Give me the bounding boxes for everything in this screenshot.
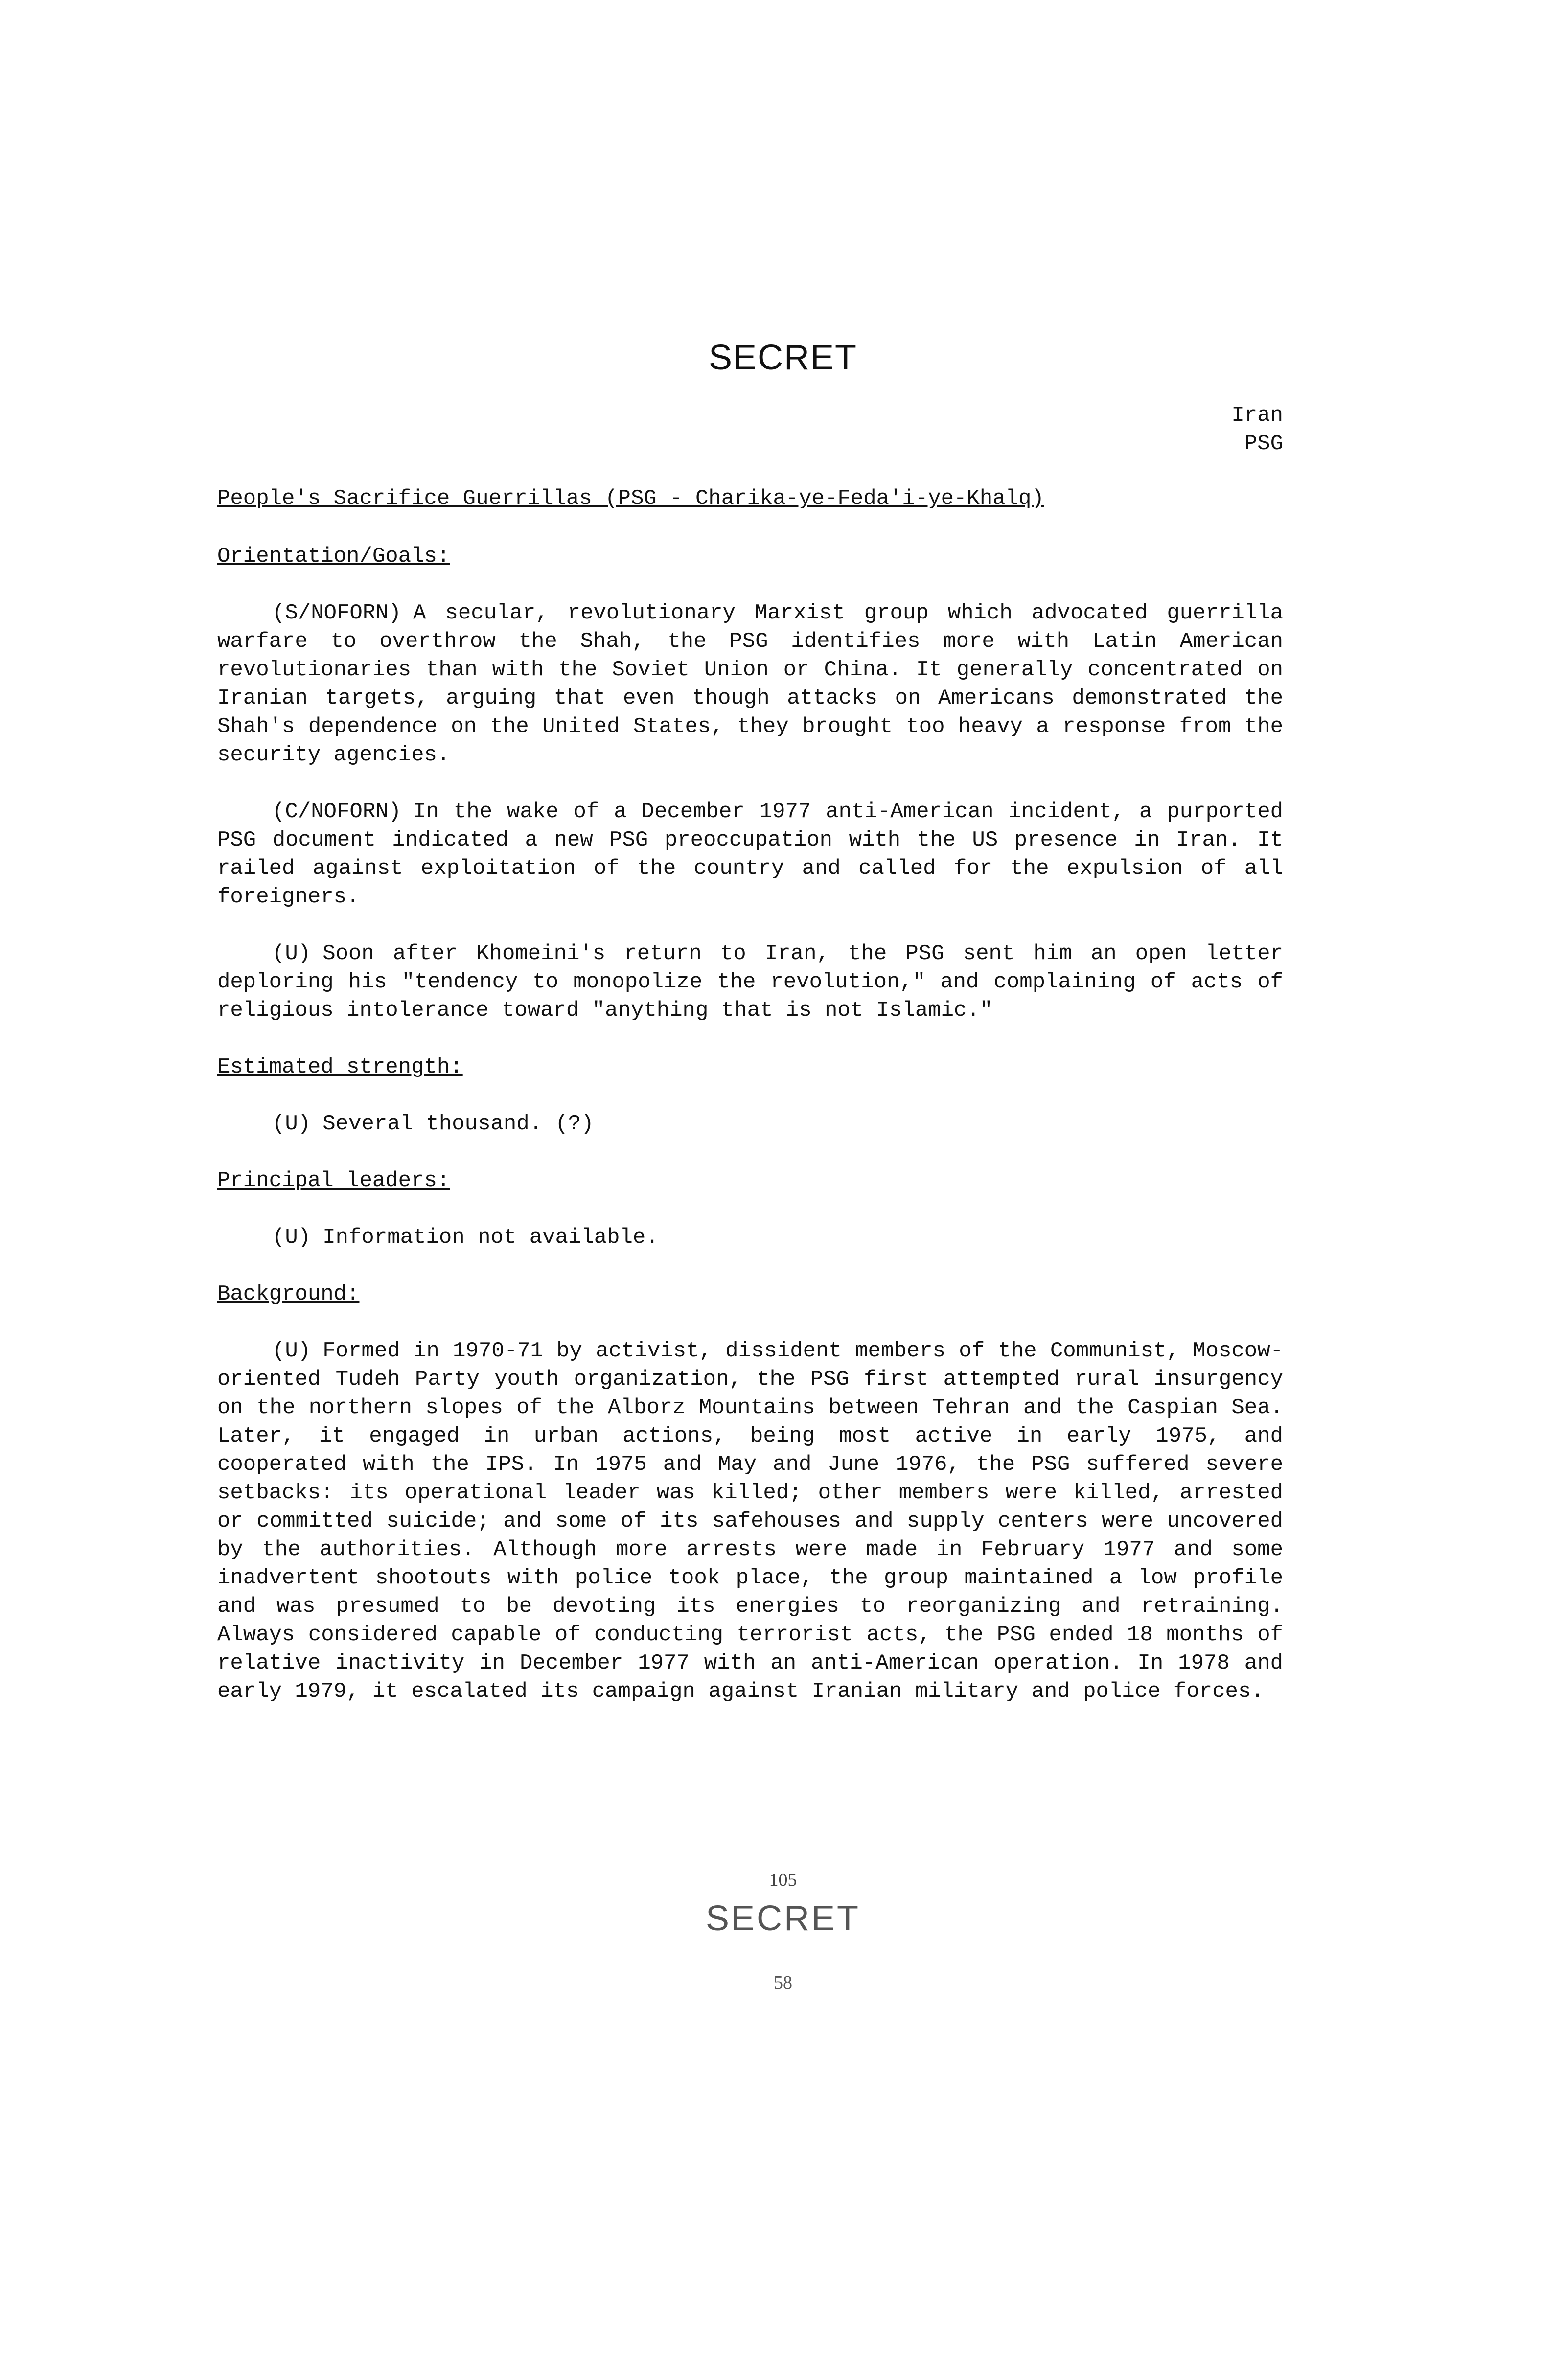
document-body xyxy=(217,484,1283,1734)
orientation-paragraph-2 xyxy=(217,798,1283,911)
classification-marking: (U) xyxy=(272,941,311,966)
strength-line xyxy=(217,1110,1283,1138)
sheet-number: 58 xyxy=(774,1972,792,1993)
strength-text: Several thousand. (?) xyxy=(322,1112,594,1136)
page-number: 105 xyxy=(769,1870,797,1890)
classification-marking: (U) xyxy=(272,1112,311,1136)
group-title: People's Sacrifice Guerrillas (PSG - Charika-ye-Feda'i-ye-Khalq) xyxy=(217,486,1044,511)
leaders-line xyxy=(217,1223,1283,1252)
orientation-paragraph-3 xyxy=(217,939,1283,1025)
background-heading: Background: xyxy=(217,1282,360,1306)
country-label: Iran xyxy=(1231,403,1283,428)
group-code-label: PSG xyxy=(1244,432,1283,456)
orientation-heading: Orientation/Goals: xyxy=(217,544,450,569)
paragraph-text: Formed in 1970-71 by activist, dissident members of the Communist, Moscow-oriented Tudeh Party youth organization, the PSG first attempted rural insurgency on the northern slopes of the Alborz Mountains between Tehran and the Caspian Sea. Later, it engaged in urban actions, being most active in early 1975, and cooperated with the IPS. In 1975 and May and June 1976, the PSG suffered severe setbacks: its operational leader was killed; other members were killed, arrested or committed suicide; and some of its safehouses and supply centers were uncovered by the authorities. Although more arrests were made in February 1977 and some inadvertent shootouts with police took place, the group maintained a low profile and was presumed to be devoting its energies to reorganizing and retraining. Always considered capable of conducting terrorist acts, the PSG ended 18 months of relative inactivity in December 1977 with an anti-American operation. In 1978 and early 1979, it escalated its campaign against Iranian military and police forces. xyxy=(217,1339,1283,1704)
country-tag xyxy=(1231,401,1283,458)
leaders-heading: Principal leaders: xyxy=(217,1168,450,1193)
leaders-text: Information not available. xyxy=(322,1225,659,1250)
classification-marking: (S/NOFORN) xyxy=(272,601,402,625)
paragraph-text: Soon after Khomeini's return to Iran, the PSG sent him an open letter deploring his "tendency to monopolize the revolution," and complaining of acts of religious intolerance toward "anything that is not Islamic." xyxy=(217,941,1283,1023)
strength-heading: Estimated strength: xyxy=(217,1055,463,1079)
classification-marking: (C/NOFORN) xyxy=(272,800,402,824)
paragraph-text: In the wake of a December 1977 anti-American incident, a purported PSG document indicated a new PSG preoccupation with the US presence in Iran. It railed against exploitation of the country and called for the expulsion of all foreigners. xyxy=(217,800,1283,909)
classification-marking: (U) xyxy=(272,1339,311,1363)
top-classification-marking: SECRET xyxy=(708,338,858,377)
classification-marking: (U) xyxy=(272,1225,311,1250)
paragraph-text: A secular, revolutionary Marxist group which advocated guerrilla warfare to overthrow the Shah, the PSG identifies more with Latin American revolutionaries than with the Soviet Union or China. It generally concentrated on Iranian targets, arguing that even though attacks on Americans demonstrated the Shah's dependence on the United States, they brought too heavy a response from the security agencies. xyxy=(217,601,1283,767)
background-paragraph xyxy=(217,1337,1283,1706)
bottom-classification-marking: SECRET xyxy=(705,1899,861,1938)
orientation-paragraph-1 xyxy=(217,599,1283,769)
